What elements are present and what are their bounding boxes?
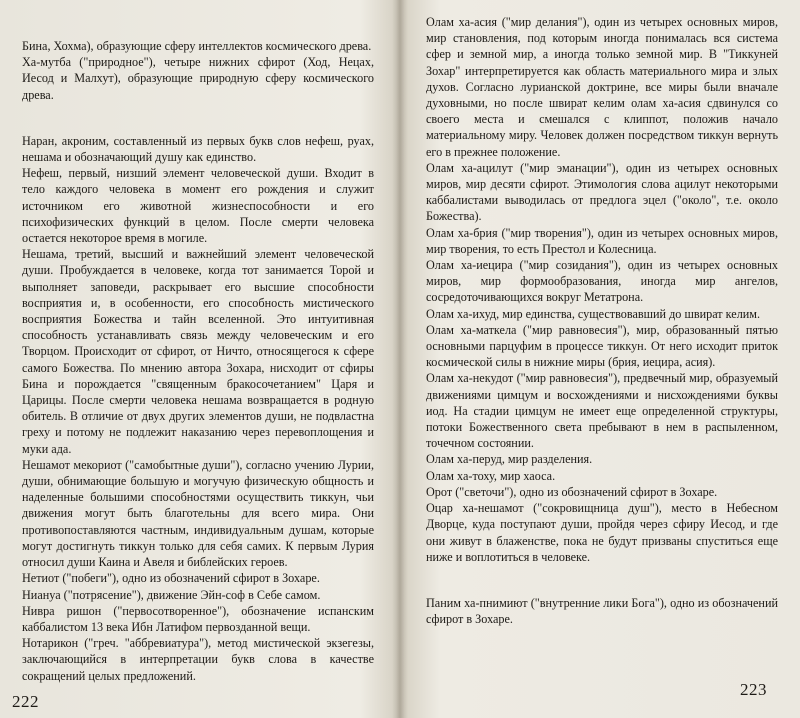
page-number-left: 222 [12,692,39,711]
entry-olam-ha-perud: Олам ха-перуд, мир разделения. [426,452,593,467]
entry-olam-ha-bria: Олам ха-брия ("мир творения"), один из четырех основных миров, мир творения, то есть Престол и Колесница. [426,225,778,256]
entry-olam-ha-atsilut: Олам ха-ацилут ("мир эманации"), один из четырех основных миров, мир десяти сфирот. Этимология слова ацилут некоторыми каббалистами выводилась от предлога эцел ("около", т.е. около Божества). [426,160,778,224]
entry-neshama: Нешама, третий, высший и важнейший элемент человеческой души. Пробуждается в человеке, когда тот занимается Торой и выполняет заповеди, раскрывает его высшие способности восприятия и, в особенности, его способность мистического восприятия Божества и тайн вселенной. Это интуитивная способность устанавливать связь между человеческим и его Творцом. Происходит от сфирот, от Ничто, относящегося к сфере самого Божества. По мнению автора Зохара, нисходит от сфиры Бина и порождается "священным бракосочетанием" Царя и Царицы. После смерти человека нешама возвращается в родную обитель. В отличие от двух других элементов души, не подвластна греху и потому не подлежит наказанию через перевоплощения и муки ада. [22,247,374,456]
entry-neshamot-mekoriot: Нешамот мекориот ("самобытные души"), согласно учению Лурии, души, обнимающие большую и могучую физическую общность и наделенные большими способностями осуществить тиккун, чьи движения могут быть благотельны для всего мира. Они противопоставляются частным, индивидуальным душам, которые могут достигнуть тиккун только для себя самих. К первым Лурия относил души Каина и Авеля и библейских героев. [22,457,374,570]
entry-ha-mutba: Ха-мутба ("природное"), четыре нижних сфирот (Ход, Нецах, Иесод и Малхут), образующие природную сферу космического древа. [22,55,374,102]
entry-olam-ha-asia: Олам ха-асия ("мир делания"), один из четырех основных миров, мир становления, под которым иногда понималась вся система сфер и земной мир, а иногда только земной мир. В "Тиккуней Зохар" интерпретируется как область материального мира и злых духов. Согласно лурианской доктрине, все миры были вначале духовными, но после швират келим олам ха-асия сдвинулся со своего места и смешался с клиппот, положив начало материальному миру. Человек должен посредством тиккун вернуть его в прежнее положение. [426,15,778,159]
section-gap [22,103,374,133]
entry-bina-hokhma: Бина, Хохма), образующие сферу интеллектов космического древа. [22,39,372,53]
section-gap [426,565,778,595]
entry-nefesh: Нефеш, первый, низший элемент человеческой души. Входит в тело каждого человека в момент его рождения и служит источником его животной жизнеспособности и его психофизических функций в целом. После смерти человека остается некоторое время в могиле. [22,166,374,246]
page-number-right: 223 [740,680,767,699]
left-page-text [22,38,374,684]
entry-olam-ha-nekudot: Олам ха-некудот ("мир равновесия"), предвечный мир, образуемый движениями цимцум и восхождениями и нисхождениями буквы иод. На стадии цимцум не имеет еще определенной структуры, потоки Божественного света пребывают в нем в распыленном, точечном состоянии. [426,371,778,451]
entry-olam-ha-ietsira: Олам ха-иецира ("мир созидания"), один из четырех основных миров, мир формообразования, иногда мир ангелов, сосредоточивающихся вокруг Метатрона. [426,258,778,305]
entry-otsar-ha-neshamot: Оцар ха-нешамот ("сокровищница душ"), место в Небесном Дворце, куда поступают души, пройдя через сфиру Иесод, и где они живут в блаженстве, пока не будут призваны спуститься еще ниже и воплотиться в человеке. [426,501,778,564]
entry-olam-ha-matkela: Олам ха-маткела ("мир равновесия"), мир, образованный пятью основными парцуфим в процессе тиккун. От него исходит приток космической силы в нижние миры (брия, иецира, асия). [426,322,778,370]
entry-nivra-rishon: Нивра ришон ("первосотворенное"), обозначение испанским каббалистом 13 века Ибн Латифом первозданной вещи. [22,603,374,634]
entry-netiot: Нетиот ("побеги"), одно из обозначений сфирот в Зохаре. [22,571,320,586]
entry-panim-ha-pnimiut: Паним ха-пнимиют ("внутренние лики Бога"), одно из обозначений сфирот в Зохаре. [426,595,778,627]
entry-notarikon: Нотарикон ("греч. "аббревиатура"), метод мистической экзегезы, заключающийся в интерпретации букв слова в качестве сокращений целых предложений. [22,636,374,683]
entry-olam-ha-ikhud: Олам ха-ихуд, мир единства, существовавший до швират келим. [426,306,761,321]
entry-nianua: Ниануа ("потрясение"), движение Эйн-соф в Себе самом. [22,587,321,602]
right-page [400,0,800,718]
entry-orot: Орот ("светочи"), одно из обозначений сфирот в Зохаре. [426,484,718,499]
entry-naran: Наран, акроним, составленный из первых букв слов нефеш, руах, нешама и обозначающий душу как единство. [22,133,374,165]
entry-olam-ha-tohu: Олам ха-тоху, мир хаоса. [426,468,556,483]
right-page-text [426,14,778,627]
